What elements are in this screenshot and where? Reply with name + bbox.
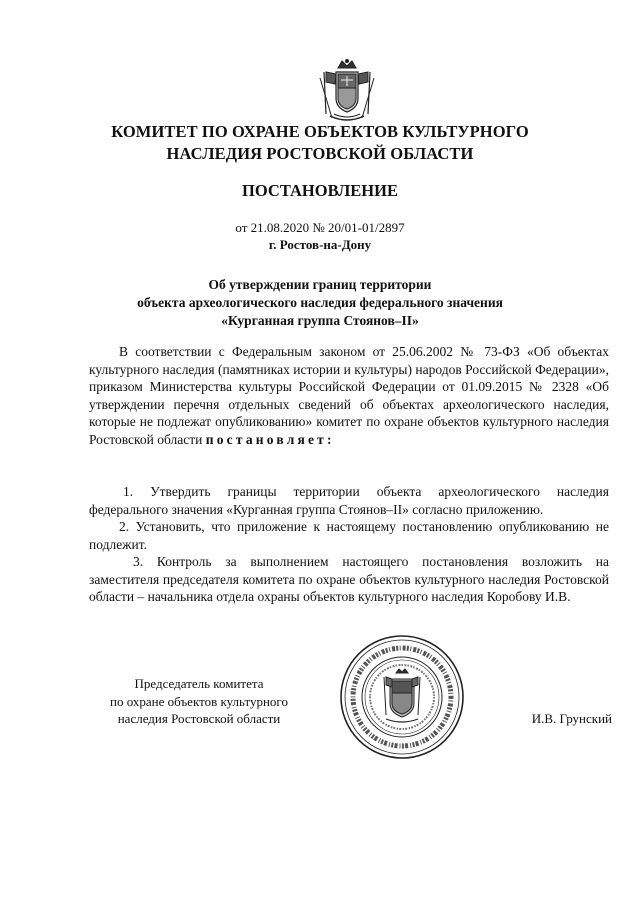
- subject-line-1: Об утверждении границ территории: [208, 277, 432, 292]
- signatory-position-line-2: по охране объектов культурного: [110, 693, 288, 709]
- resolution-item-2: 2. Установить, что приложение к настоящему постановлению опубликованию не подлежит.: [89, 519, 609, 552]
- city: г. Ростов-на-Дону: [268, 237, 372, 252]
- resolution-item-1: 1. Утвердить границы территории объекта археологического наследия федерального значения «Курганная группа Стоянов–II» согласно приложению.: [89, 484, 609, 517]
- signatory-position-line-1: Председатель комитета: [134, 676, 264, 691]
- preamble-text: В соответствии с Федеральным законом от 25.06.2002 № 73-ФЗ «Об объектах культурного наследия (памятниках истории и культуры) народов Российской Федерации», приказом Министерства культуры Российской Федерации от 01.09.2015 № 2328 «Об утверждении перечня отдельных сведений об объектах археологического наследия, которые не подлежат опубликованию» комитет по охране объектов культурного наследия Ростовской области: [89, 344, 609, 447]
- organization-title-line-1: КОМИТЕТ ПО ОХРАНЕ ОБЪЕКТОВ КУЛЬТУРНОГО: [111, 122, 529, 141]
- resolution-item-3: 3. Контроль за выполнением настоящего постановления возложить на заместителя председателя комитета по охране объектов культурного наследия Ростовской области – начальника отдела охраны объектов культурного наследия Коробову И.В.: [89, 554, 609, 604]
- document-type-heading: ПОСТАНОВЛЕНИЕ: [242, 181, 398, 200]
- organization-title-line-2: НАСЛЕДИЯ РОСТОВСКОЙ ОБЛАСТИ: [166, 144, 474, 163]
- official-seal-icon: [338, 633, 466, 761]
- signatory-name: И.В. Грунский: [531, 711, 612, 726]
- resolves-word: постановляет:: [205, 431, 335, 447]
- preamble-paragraph: [89, 343, 609, 448]
- resolution-items: [89, 483, 609, 606]
- date-and-number: от 21.08.2020 № 20/01-01/2897: [235, 220, 405, 235]
- document-subject: [60, 276, 580, 330]
- subject-line-3: «Курганная группа Стоянов–II»: [221, 313, 419, 328]
- organization-title: [60, 121, 580, 165]
- signatory-position: [84, 675, 314, 728]
- subject-line-2: объекта археологического наследия федерального значения: [137, 295, 503, 310]
- signatory-position-line-3: наследия Ростовской области: [117, 711, 281, 726]
- coat-of-arms-icon: [316, 58, 378, 124]
